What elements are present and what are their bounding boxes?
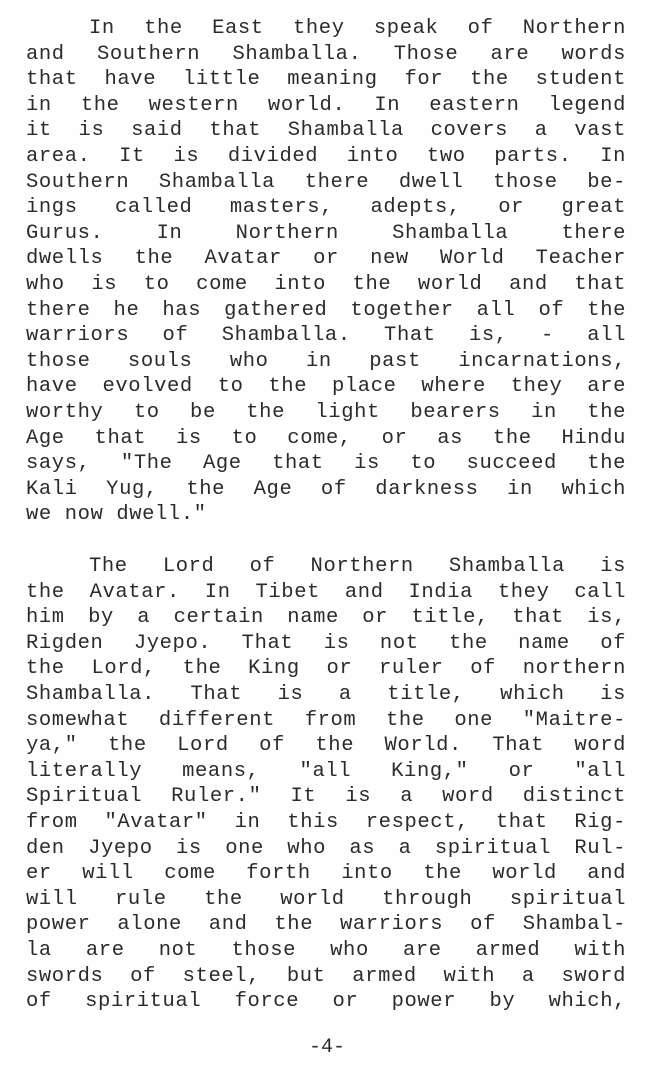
text-line: Gurus. In Northern Shamballa there bbox=[26, 221, 626, 245]
text-line: those souls who in past incarnations, bbox=[26, 349, 626, 373]
text-line: of spiritual force or power by which, bbox=[26, 990, 626, 1014]
text-line: there he has gathered together all of the bbox=[26, 298, 626, 322]
text-line: The Lord of Northern Shamballa is bbox=[89, 555, 626, 578]
text-line: la are not those who are armed with bbox=[26, 938, 626, 962]
text-line: Shamballa. That is a title, which is bbox=[26, 682, 626, 706]
text-line: will rule the world through spiritual bbox=[26, 887, 626, 911]
text-line: that have little meaning for the student bbox=[26, 68, 626, 92]
text-line: Kali Yug, the Age of darkness in which bbox=[26, 477, 626, 501]
text-line: warriors of Shamballa. That is, - all bbox=[26, 324, 626, 348]
page-number: -4- bbox=[308, 1036, 345, 1059]
text-line: ya," the Lord of the World. That word bbox=[26, 734, 626, 758]
text-line: Rigden Jyepo. That is not the name of bbox=[26, 631, 626, 655]
text-line: we now dwell." bbox=[26, 503, 207, 527]
text-line: den Jyepo is one who as a spiritual Rul- bbox=[26, 836, 626, 860]
text-line: Southern Shamballa there dwell those be- bbox=[26, 170, 626, 194]
text-line: somewhat different from the one "Maitre- bbox=[26, 708, 626, 732]
text-line: Spiritual Ruler." It is a word distinct bbox=[26, 785, 626, 809]
text-line: In the East they speak of Northern bbox=[89, 17, 626, 40]
text-line: have evolved to the place where they are bbox=[26, 375, 626, 399]
text-line: power alone and the warriors of Shambal- bbox=[26, 913, 626, 937]
text-line: and Southern Shamballa. Those are words bbox=[26, 42, 626, 66]
text-line: him by a certain name or title, that is, bbox=[26, 606, 626, 630]
text-line: area. It is divided into two parts. In bbox=[26, 144, 626, 168]
paragraph-2 bbox=[26, 554, 626, 1015]
text-line: literally means, "all King," or "all bbox=[26, 759, 626, 783]
text-line: in the western world. In eastern legend bbox=[26, 93, 626, 117]
text-line: says, "The Age that is to succeed the bbox=[26, 452, 626, 476]
text-line: dwells the Avatar or new World Teacher bbox=[26, 247, 626, 271]
text-line: the Avatar. In Tibet and India they call bbox=[26, 580, 626, 604]
text-line: the Lord, the King or ruler of northern bbox=[26, 657, 626, 681]
text-line: swords of steel, but armed with a sword bbox=[26, 964, 626, 988]
text-line: who is to come into the world and that bbox=[26, 272, 626, 296]
text-line: er will come forth into the world and bbox=[26, 862, 626, 886]
text-line: it is said that Shamballa covers a vast bbox=[26, 119, 626, 143]
text-line: Age that is to come, or as the Hindu bbox=[26, 426, 626, 450]
text-line: from "Avatar" in this respect, that Rig- bbox=[26, 810, 626, 834]
text-line: worthy to be the light bearers in the bbox=[26, 400, 626, 424]
text-line: ings called masters, adepts, or great bbox=[26, 196, 626, 220]
paragraph-1 bbox=[26, 16, 626, 528]
